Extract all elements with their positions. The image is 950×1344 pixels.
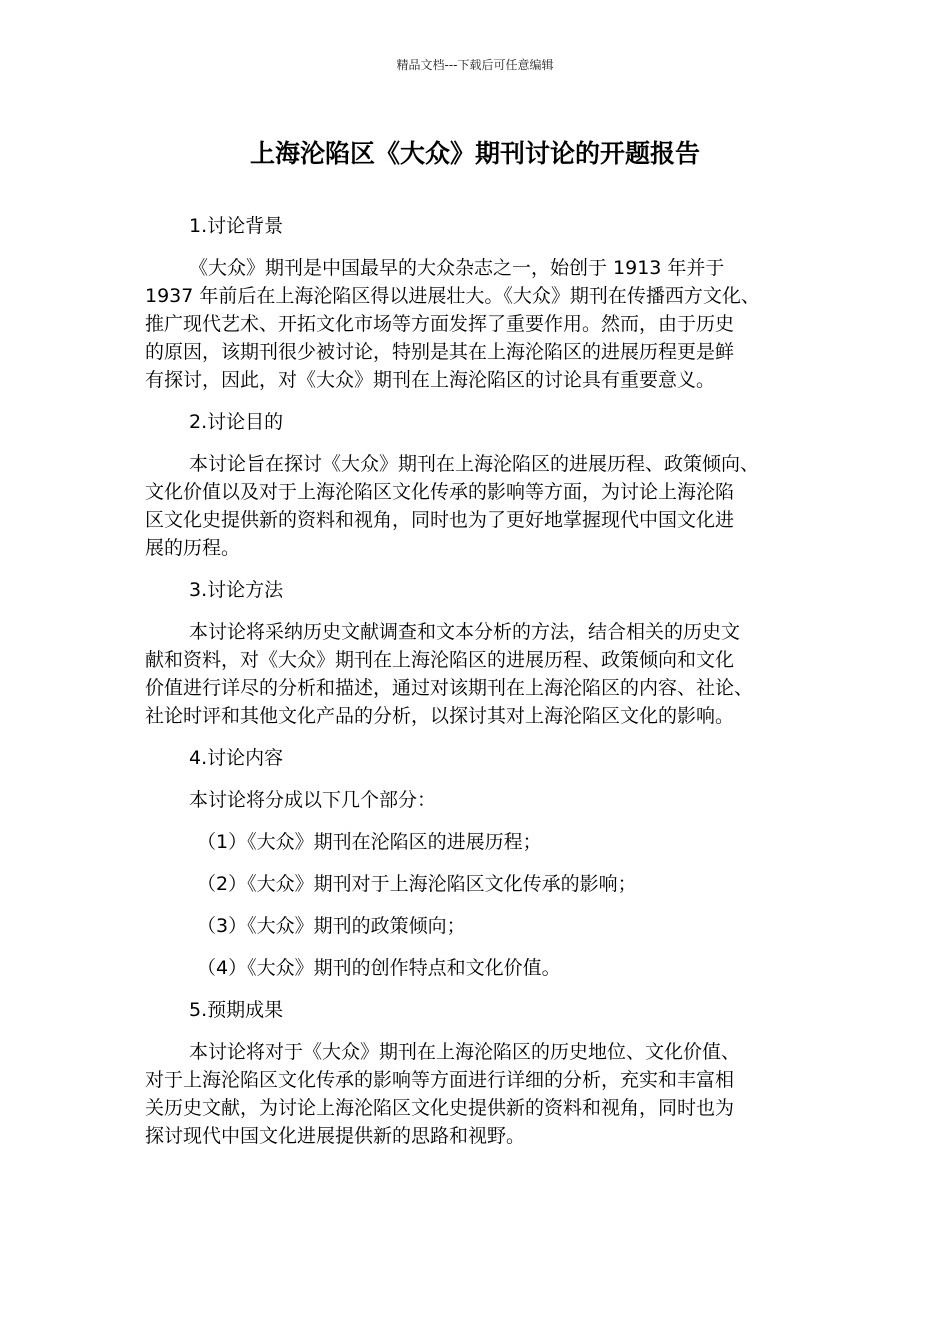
page-header-watermark: 精品文档---下载后可任意编辑 bbox=[396, 58, 554, 72]
section-paragraph-expected-results bbox=[145, 1038, 817, 1150]
paragraph-line: 社论时评和其他文化产品的分析，以探讨其对上海沦陷区文化的影响。 bbox=[145, 705, 735, 727]
content-list-item: （3）《大众》期刊的政策倾向； bbox=[197, 915, 466, 937]
paragraph-line: 《大众》期刊是中国最早的大众杂志之一，始创于 1913 年并于 bbox=[189, 257, 725, 279]
paragraph-line: 的原因，该期刊很少被讨论，特别是其在上海沦陷区的进展历程更是鲜 bbox=[145, 341, 735, 363]
paragraph-line: 本讨论将对于《大众》期刊在上海沦陷区的历史地位、文化价值、 bbox=[189, 1041, 741, 1063]
paragraph-line: 推广现代艺术、开拓文化市场等方面发挥了重要作用。然而，由于历史 bbox=[145, 313, 735, 335]
section-heading-content: 4.讨论内容 bbox=[189, 747, 284, 769]
paragraph-line: 有探讨，因此，对《大众》期刊在上海沦陷区的讨论具有重要意义。 bbox=[145, 369, 716, 391]
section-paragraph-purpose bbox=[145, 450, 817, 562]
section-heading-method: 3.讨论方法 bbox=[189, 579, 284, 601]
paragraph-line: 探讨现代中国文化进展提供新的思路和视野。 bbox=[145, 1125, 526, 1147]
section-paragraph-background bbox=[145, 254, 817, 394]
section-paragraph-method bbox=[145, 618, 817, 730]
paragraph-line: 关历史文献，为讨论上海沦陷区文化史提供新的资料和视角，同时也为 bbox=[145, 1097, 735, 1119]
section-heading-expected-results: 5.预期成果 bbox=[189, 999, 284, 1021]
paragraph-line: 本讨论旨在探讨《大众》期刊在上海沦陷区的进展历程、政策倾向、 bbox=[189, 453, 760, 475]
content-list-item: （2）《大众》期刊对于上海沦陷区文化传承的影响； bbox=[197, 873, 637, 895]
paragraph-line: 价值进行详尽的分析和描述，通过对该期刊在上海沦陷区的内容、社论、 bbox=[145, 677, 754, 699]
content-list-item: （1）《大众》期刊在沦陷区的进展历程； bbox=[197, 831, 542, 853]
section-intro-content: 本讨论将分成以下几个部分： bbox=[189, 789, 437, 811]
paragraph-line: 本讨论将采纳历史文献调查和文本分析的方法，结合相关的历史文 bbox=[189, 621, 741, 643]
paragraph-line: 1937 年前后在上海沦陷区得以进展壮大。《大众》期刊在传播西方文化、 bbox=[145, 285, 760, 307]
document-body bbox=[145, 212, 817, 1164]
paragraph-line: 展的历程。 bbox=[145, 537, 241, 559]
paragraph-line: 文化价值以及对于上海沦陷区文化传承的影响等方面，为讨论上海沦陷 bbox=[145, 481, 735, 503]
document-title: 上海沦陷区《大众》期刊讨论的开题报告 bbox=[249, 139, 700, 168]
paragraph-line: 献和资料，对《大众》期刊在上海沦陷区的进展历程、政策倾向和文化 bbox=[145, 649, 735, 671]
paragraph-line: 区文化史提供新的资料和视角，同时也为了更好地掌握现代中国文化进 bbox=[145, 509, 735, 531]
paragraph-line: 对于上海沦陷区文化传承的影响等方面进行详细的分析，充实和丰富相 bbox=[145, 1069, 735, 1091]
section-heading-purpose: 2.讨论目的 bbox=[189, 411, 284, 433]
content-list-item: （4）《大众》期刊的创作特点和文化价值。 bbox=[197, 957, 561, 979]
section-heading-background: 1.讨论背景 bbox=[189, 215, 284, 237]
